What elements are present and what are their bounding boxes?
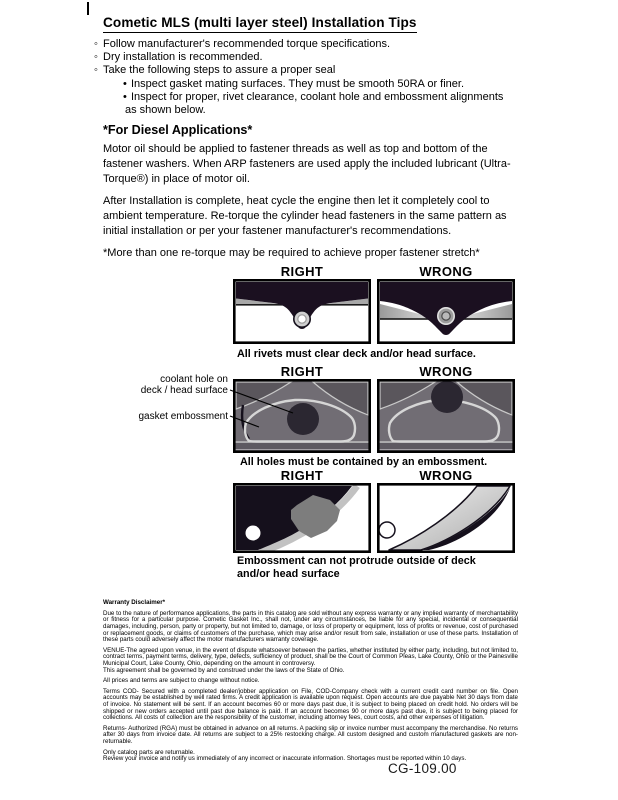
annotation-line: coolant hole on xyxy=(160,374,228,386)
embossment-right-graphic xyxy=(233,379,371,453)
rivet-right-panel xyxy=(233,279,371,344)
legal-paragraph: All prices and terms are subject to change without notice. xyxy=(103,677,260,685)
wrong-label: WRONG xyxy=(419,264,473,280)
legal-paragraph: VENUE-The agreed upon venue, in the event of dispute whatsoever between the parties, whether instituted by either party, including, but not limited to, contract terms, payment terms, delivery, type, defects, sufficiency of product, shall be the Court of Common Pleas, Lake County, Ohio or the Painesville Municipal Court, Lake County, Ohio, depending on the amount in controversy. xyxy=(103,646,518,667)
list-item: • Inspect for proper, rivet clearance, coolant hole and embossment alignments as shown below. xyxy=(125,91,518,117)
diagram-row-rivets xyxy=(103,264,518,364)
diesel-heading: *For Diesel Applications* xyxy=(103,123,253,138)
right-label: RIGHT xyxy=(280,264,324,280)
legal-paragraph: Only catalog parts are returnable. xyxy=(103,748,195,756)
caption-line: and/or head surface xyxy=(237,567,340,580)
legal-paragraph: Due to the nature of performance applications, the parts in this catalog are sold without any express warranty or any implied warranty of merchantability or fitness for a particular purpose. Cometic Gasket Inc., shall not, under any circumstances, be liable for any special, incidental or consequential damages, including, person, party or property, but not limited to, damage, or loss of property or equipment, loss of profits or revenue, cost of purchased or replacement goods, or claims of customers of the purchase, which may arise and/or result from sale, installation or use of these parts. Installation of these parts could adversely affect the motor manufacturers warranty coverage. xyxy=(103,609,518,644)
rivet-clearance-right-graphic xyxy=(233,279,371,344)
tips-list xyxy=(103,38,518,117)
diagram-row-embossment xyxy=(103,364,518,468)
protrusion-wrong-graphic xyxy=(377,483,515,553)
protrusion-caption xyxy=(237,555,476,580)
rivet-clearance-wrong-graphic xyxy=(377,279,515,344)
list-item: ◦ Dry installation is recommended. xyxy=(103,51,518,64)
legal-paragraph: Review your invoice and notify us immediately of any incorrect or inaccurate information. Shortages must be reported within 10 days. xyxy=(103,755,467,763)
protrusion-right-panel xyxy=(233,483,371,553)
list-item: • Inspect gasket mating surfaces. They must be smooth 50RA or finer. xyxy=(125,78,518,91)
rivet-wrong-panel xyxy=(377,279,515,344)
page-content xyxy=(103,14,518,767)
legal-paragraph: Returns- Authorized (RGA) must be obtained in advance on all returns. A packing slip or invoice number must accompany the merchandise. No returns after 30 days from invoice date. All returns are subject to a 25% restocking charge. All custom designed and custom manufactured gaskets are non-returnable. xyxy=(103,724,518,745)
embossment-caption: All holes must be contained by an embossment. xyxy=(240,456,488,469)
list-item: ◦ Follow manufacturer's recommended torque specifications. xyxy=(103,38,518,51)
protrusion-wrong-panel xyxy=(377,483,515,553)
diesel-paragraph-2: After Installation is complete, heat cycle the engine then let it completely cool to ambient temperature. Re-torque the cylinder head fasteners in the same pattern as initial installation or per your fastener manufacturer's recommendations. xyxy=(103,195,507,238)
legal-paragraph: This agreement shall be governed by and construed under the laws of the State of Ohio. xyxy=(103,666,345,674)
retorque-note: *More than one re-torque may be required to achieve proper fastener stretch* xyxy=(103,247,480,260)
legal-section xyxy=(103,600,518,762)
caption-line: Embossment can not protrude outside of deck xyxy=(237,555,476,568)
gasket-embossment-annotation: gasket embossment xyxy=(138,411,228,423)
list-item: ◦ Take the following steps to assure a proper seal xyxy=(103,64,518,77)
wrong-label: WRONG xyxy=(419,364,473,380)
crop-mark xyxy=(87,2,89,15)
diagram-row-protrusion xyxy=(103,468,518,582)
diesel-paragraph-1: Motor oil should be applied to fastener threads as well as top and bottom of the fastener washers. When ARP fasteners are used apply the included lubricant (Ultra-Torque®) in place of motor oil. xyxy=(103,143,511,186)
right-label: RIGHT xyxy=(280,364,324,380)
page-number: CG-109.00 xyxy=(388,761,457,776)
right-label: RIGHT xyxy=(280,468,324,484)
page-title: Cometic MLS (multi layer steel) Installation Tips xyxy=(103,15,417,33)
embossment-wrong-panel xyxy=(377,379,515,453)
embossment-wrong-graphic xyxy=(377,379,515,453)
legal-paragraph: Terms COD- Secured with a completed dealer/jobber application on File, COD-Company check with a current credit card number on file. Open accounts may be established by well rated firms. A credit application is available upon request. Open accounts are due payable Net 30 days from date of invoice. No statement will be sent. If an account becomes 60 or more days past due, it is subject to being placed on credit hold. No orders will be shipped or new orders accepted until past due balance is paid. If an account becomes 90 or more days past due, it is subject to being placed for collections. All costs of collection are the responsibility of the customer, including attorney fees, court costs, and other expenses of litigation. xyxy=(103,687,518,722)
embossment-right-panel xyxy=(233,379,371,453)
rivet-caption: All rivets must clear deck and/or head surface. xyxy=(237,348,476,361)
wrong-label: WRONG xyxy=(419,468,473,484)
coolant-hole-annotation xyxy=(103,374,228,396)
tips-sublist xyxy=(125,78,518,118)
protrusion-right-graphic xyxy=(233,483,371,553)
warranty-disclaimer-heading: Warranty Disclaimer* xyxy=(103,599,166,607)
annotation-line: deck / head surface xyxy=(140,385,228,397)
